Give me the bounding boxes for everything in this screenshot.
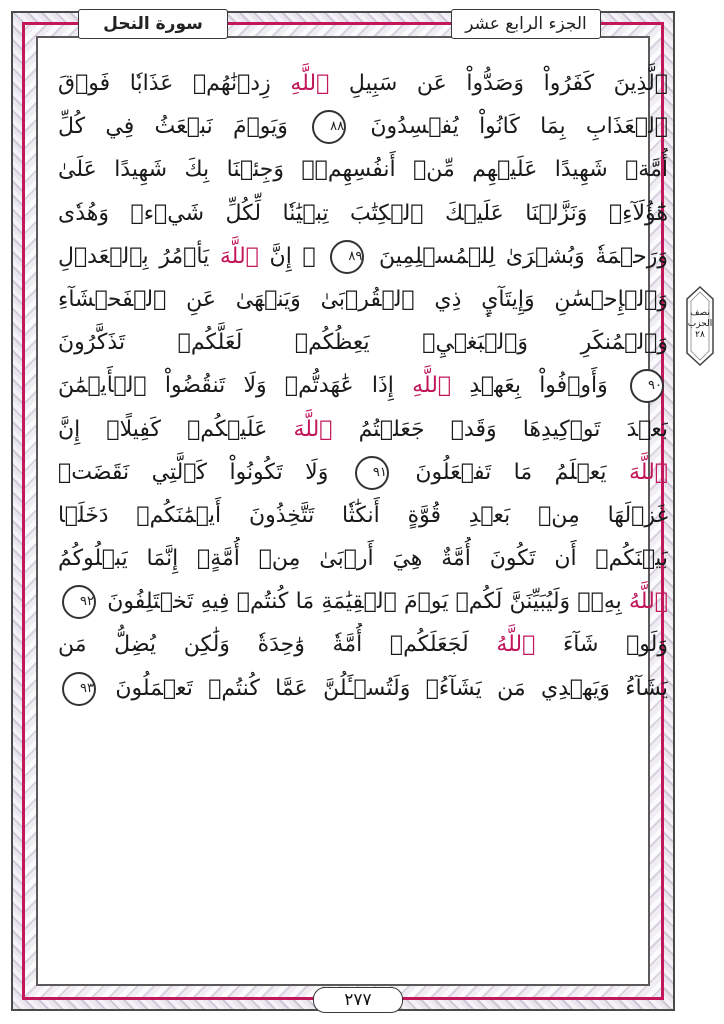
- surah-header: [78, 9, 228, 39]
- verse-text: بِهِۦۚ وَلَيُبَيِّنَنَّ لَكُمۡ يَوۡمَ ٱلۡقِيَٰمَةِ مَا كُنتُمۡ فِيهِ تَخۡتَلِفُونَ: [100, 589, 630, 615]
- page-number: ٢٧٧: [313, 987, 403, 1013]
- text-line: [58, 408, 668, 451]
- verse-text: هَٰٓؤُلَآءِۚ وَنَزَّلۡنَا عَلَيۡكَ ٱلۡكِتَٰبَ تِبۡيَٰنٗا لِّكُلِّ شَيۡءٖ وَهُدٗى: [58, 200, 668, 226]
- verse-text: وَٱلۡإِحۡسَٰنِ وَإِيتَآيِٕ ذِي ٱلۡقُرۡبَىٰ وَيَنۡهَىٰ عَنِ ٱلۡفَحۡشَآءِ: [58, 286, 668, 312]
- verse-text: ٱلۡعَذَابِ بِمَا كَانُواْ يُفۡسِدُونَ: [350, 114, 668, 140]
- text-line: [58, 364, 668, 407]
- ayah-number-marker: ٩٣: [62, 672, 96, 706]
- verse-text: زِدۡنَٰهُمۡ عَذَابٗا فَوۡقَ: [58, 71, 291, 96]
- verse-text: عَلَيۡكُمۡ كَفِيلًاۚ إِنَّ: [58, 416, 294, 442]
- divine-name-highlight: ٱللَّهَ: [219, 243, 259, 269]
- verse-text: يَعۡلَمُ مَا تَفۡعَلُونَ: [392, 459, 630, 485]
- juz-header: [451, 9, 601, 39]
- text-line: [58, 105, 668, 148]
- verse-text: بَعۡدَ تَوۡكِيدِهَا وَقَدۡ جَعَلۡتُمُ: [332, 416, 668, 442]
- text-line: [58, 580, 668, 623]
- verse-text: ٱلَّذِينَ كَفَرُواْ وَصَدُّواْ عَن سَبِيلِ: [329, 71, 668, 96]
- divine-name-highlight: ٱللَّهَ: [629, 459, 668, 485]
- divine-name-highlight: ٱللَّهَ: [293, 416, 333, 442]
- hizb-word-hizb: الحزب: [687, 319, 713, 329]
- verse-text: إِذَا عَٰهَدتُّمۡ وَلَا تَنقُضُواْ ٱلۡأَيۡمَٰنَ: [58, 373, 413, 399]
- verse-text: غَزۡلَهَا مِنۢ بَعۡدِ قُوَّةٍ أَنكَٰثٗا تَتَّخِذُونَ أَيۡمَٰنَكُمۡ دَخَلَۢا: [58, 502, 668, 528]
- juz-label: الجزء الرابع عشر: [465, 14, 587, 34]
- verse-text: ۞ إِنَّ: [258, 243, 327, 269]
- verse-text: يَأۡمُرُ بِٱلۡعَدۡلِ: [58, 243, 220, 269]
- text-line: [58, 623, 668, 666]
- divine-name-highlight: ٱللَّهُ: [496, 632, 536, 658]
- text-line: [58, 321, 668, 364]
- verse-text: وَٱلۡمُنكَرِ وَٱلۡبَغۡيِۚ يَعِظُكُمۡ لَعَلَّكُمۡ تَذَكَّرُونَ: [58, 330, 668, 356]
- verse-text: وَلَوۡ شَآءَ: [535, 632, 668, 658]
- quran-text-block: [58, 62, 668, 902]
- hizb-number: ٢٨: [695, 330, 705, 340]
- ayah-number-marker: ٨٨: [312, 110, 346, 144]
- text-line: [58, 451, 668, 494]
- text-line: [58, 62, 668, 105]
- verse-text: يَشَآءُ وَيَهۡدِي مَن يَشَآءُۚ وَلَتُسۡـَٔلُنَّ عَمَّا كُنتُمۡ تَعۡمَلُونَ: [100, 675, 668, 701]
- verse-text: وَلَا تَكُونُواْ كَٱلَّتِي نَقَضَتۡ: [58, 459, 351, 485]
- hizb-marker-label: [683, 308, 717, 341]
- divine-name-highlight: ٱللَّهُ: [629, 589, 668, 615]
- verse-text: لَجَعَلَكُمۡ أُمَّةٗ وَٰحِدَةٗ وَلَٰكِن يُضِلُّ مَن: [58, 632, 497, 658]
- hizb-word-half: نصف: [690, 308, 710, 318]
- text-line: [58, 235, 668, 278]
- text-line: [58, 494, 668, 537]
- text-line: [58, 667, 668, 710]
- verse-text: وَرَحۡمَةٗ وَبُشۡرَىٰ لِلۡمُسۡلِمِينَ: [368, 243, 668, 269]
- text-line: [58, 192, 668, 235]
- verse-text: أُمَّةٖ شَهِيدًا عَلَيۡهِم مِّنۡ أَنفُسِهِمۡۖ وَجِئۡنَا بِكَ شَهِيدًا عَلَىٰ: [58, 157, 668, 183]
- text-line: [58, 148, 668, 191]
- verse-text: وَيَوۡمَ نَبۡعَثُ فِي كُلِّ: [58, 114, 309, 140]
- divine-name-highlight: ٱللَّهِ: [412, 373, 452, 399]
- divine-name-highlight: ٱللَّهِ: [290, 71, 330, 96]
- ayah-number-marker: ٨٩: [330, 240, 364, 274]
- text-line: [58, 537, 668, 580]
- surah-label: سورة النحل: [103, 14, 203, 34]
- verse-text: بَيۡنَكُمۡ أَن تَكُونَ أُمَّةٌ هِيَ أَرۡبَىٰ مِنۡ أُمَّةٍۚ إِنَّمَا يَبۡلُوكُمُ: [58, 546, 668, 572]
- ayah-number-marker: ٩٢: [62, 585, 96, 619]
- text-line: [58, 278, 668, 321]
- ayah-number-marker: ٩١: [355, 456, 389, 490]
- ayah-number-marker: ٩٠: [630, 369, 664, 403]
- verse-text: وَأَوۡفُواْ بِعَهۡدِ: [451, 373, 626, 399]
